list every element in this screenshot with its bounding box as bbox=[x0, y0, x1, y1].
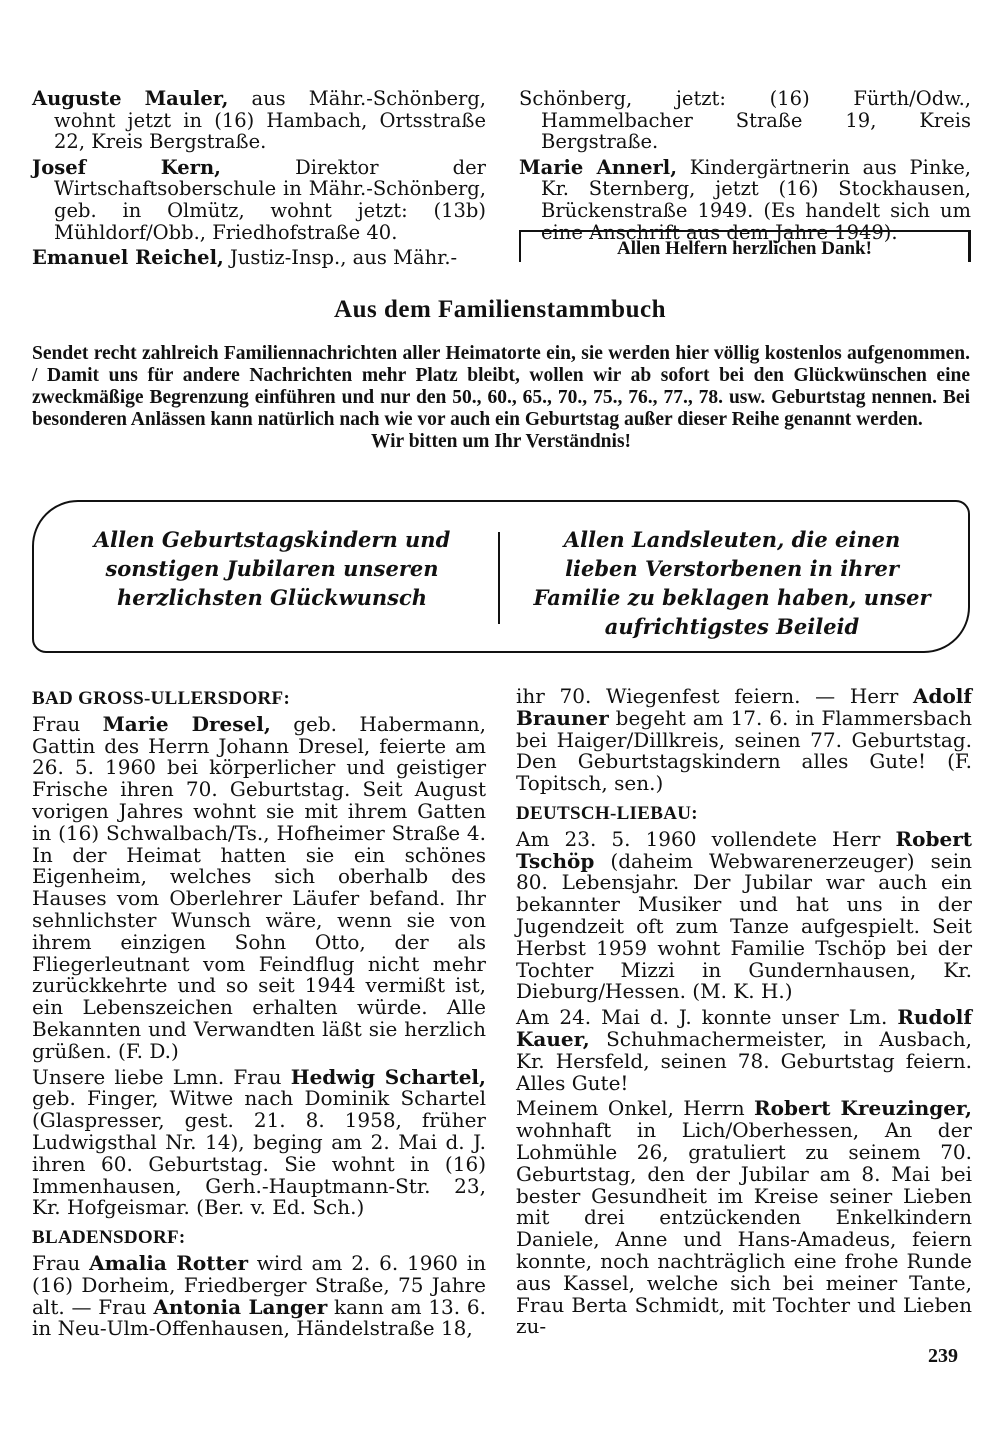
thanks-box: Allen Helfern herzlichen Dank! bbox=[519, 230, 971, 262]
bottom-left-column bbox=[32, 680, 486, 1344]
greeting-frame bbox=[32, 495, 972, 663]
top-left-column bbox=[32, 88, 486, 273]
entry-continuation: Schönberg, jetzt: (16) Fürth/Odw., Hammelbacher Straße 19, Kreis Bergstraße. bbox=[519, 87, 971, 154]
entry-marie-dresel: Frau Marie Dresel, geb. Habermann, Gattin des Herrn Johann Dresel, feierte am 26. 5. 1960 bei körperlicher und geistiger Frische ihren 70. Geburtstag. Seit August vorigen Jahres wohnt sie mit ihrem Gatten in (16) Schwalbach/Ts., Hofheimer Straße 4. In der Heimat hatten sie ein schönes Eigenheim, welches sich oberhalb des Hauses vom Oberlehrer Läufer befand. Ihr sehnlichster Wunsch wäre, wenn sie von ihrem einzigen Sohn Otto, der als Fliegerleutnant vom Feindflug nicht mehr zurückkehrte und so seit 1944 vermißt ist, ein Lebenszeichen erhalten würde. Alle Bekannten und Verwandten läßt sie herzlich grüßen. (F. D.) bbox=[32, 711, 486, 1063]
bottom-right-column bbox=[516, 686, 972, 1342]
section-heading: BLADENSDORF: bbox=[32, 1227, 186, 1249]
section-title: Aus dem Familienstammbuch bbox=[334, 296, 666, 323]
entry-marie-annerl: Marie Annerl, Kindergärtnerin aus Pinke, Kr. Sternberg, jetzt (16) Stockhausen, Brückenstraße 1949. (Es handelt sich um eine Anschrift aus dem Jahre 1949). bbox=[519, 155, 971, 244]
birthday-greeting: Allen Geburtstagskindern und sonstigen Jubilaren unseren herzlichsten Glückwunsch bbox=[93, 527, 451, 610]
page-number: 239 bbox=[928, 1345, 958, 1367]
person-name: Emanuel Reichel, bbox=[32, 246, 224, 270]
entry-hedwig-schartel: Unsere liebe Lmn. Frau Hedwig Schartel, geb. Finger, Witwe nach Dominik Schartel (Glaspresser, gest. 21. 8. 1958, früher Ludwigsthal Nr. 14), beging am 2. Mai d. J. ihren 60. Geburtstag. Sie wohnt in (16) Immenhausen, Gerh.-Hauptmann-Str. 23, Kr. Hofgeismar. (Ber. v. Ed. Sch.) bbox=[32, 1064, 486, 1220]
entry-auguste-mauler: Auguste Mauler, aus Mähr.-Schönberg, wohnt jetzt in (16) Hambach, Ortsstraße 22, Kreis Bergstraße. bbox=[32, 87, 487, 154]
person-name: Marie Annerl, bbox=[519, 155, 677, 179]
frame-divider bbox=[498, 532, 500, 624]
top-right-column bbox=[519, 88, 971, 247]
entry-rudolf-kauer: Am 24. Mai d. J. konnte unser Lm. Rudolf Kauer, Schuhmachermeister, in Ausbach, Kr. Hersfeld, seinen 78. Geburtstag feiern. Alles Gute! bbox=[516, 1005, 972, 1095]
entry-adolf-brauner: ihr 70. Wiegenfest feiern. — Herr Adolf Brauner begeht am 17. 6. in Flammersbach bei Haiger/Dillkreis, seinen 77. Geburtstag. Den Geburtstagskindern alles Gute! (F. Topitsch, sen.) bbox=[516, 684, 972, 796]
condolence-greeting: Allen Landsleuten, die einen lieben Verstorbenen in ihrer Familie zu beklagen haben, unser aufrichtigstes Beileid bbox=[533, 527, 931, 639]
section-heading: DEUTSCH-LIEBAU: bbox=[516, 802, 698, 824]
entry-robert-tschoep: Am 23. 5. 1960 vollendete Herr Robert Tschöp (daheim Webwarenerzeuger) sein 80. Lebensjahr. Der Jubilar war auch ein bekannter Musiker und hat uns in der Jugendzeit oft zum Tanze aufgespielt. Seit Herbst 1959 wohnt Familie Tschöp bei der Tochter Mizzi in Gundernhausen, Kr. Dieburg/Hessen. (M. K. H.) bbox=[516, 826, 972, 1004]
person-name: Robert Kreuzinger, bbox=[754, 1096, 972, 1121]
entry-emanuel-reichel: Emanuel Reichel, Justiz-Insp., aus Mähr.- bbox=[32, 246, 458, 270]
person-name: Antonia Langer bbox=[153, 1294, 328, 1319]
person-name: Hedwig Schartel, bbox=[290, 1064, 486, 1089]
person-name: Marie Dresel, bbox=[102, 711, 271, 736]
entry-josef-kern: Josef Kern, Direktor der Wirtschaftsoberschule in Mähr.-Schönberg, geb. in Olmütz, wohnt jetzt: (13b) Mühldorf/Obb., Friedhofstraße 40. bbox=[32, 155, 487, 244]
intro-paragraph bbox=[32, 343, 970, 453]
intro-closing: Wir bitten um Ihr Verständnis! bbox=[370, 431, 632, 452]
entry-robert-kreuzinger: Meinem Onkel, Herrn Robert Kreuzinger, wohnhaft in Lich/Oberhessen, An der Lohmühle 26, gratuliert zu seinem 70. Geburtstag, den der Jubilar am 8. Mai bei bester Gesundheit im Kreise seiner Lieben mit drei entzückenden Enkelkindern Daniele, Anne und Hans-Amadeus, feiern konnte, noch nachträglich eine frohe Runde aus Kassel, welche sich bei meiner Tante, Frau Berta Schmidt, mit Tochter und Lieben zu- bbox=[516, 1096, 972, 1339]
person-name: Josef Kern, bbox=[32, 155, 221, 179]
person-name: Mauler, bbox=[144, 87, 229, 110]
section-heading: BAD GROSS-ULLERSDORF: bbox=[32, 688, 291, 709]
person-name: Robert Tschöp bbox=[516, 826, 972, 873]
person-first-name: Auguste bbox=[32, 87, 122, 110]
intro-text: Sendet recht zahlreich Familiennachrichten aller Heimatorte ein, sie werden hier völlig kostenlos aufgenommen. / Damit uns für andere Nachrichten mehr Platz bleibt, wollen wir ab sofort bei den Glückwünschen eine zweckmäßige Begrenzung einführen und nur den 50., 60., 65., 70., 75., 76., 77., 78. usw. Geburtstag nennen. Bei besonderen Anlässen kann natürlich nach wie vor auch ein Geburtstag außer dieser Reihe genannt werden. bbox=[32, 343, 970, 430]
person-name: Rudolf Kauer, bbox=[516, 1005, 972, 1051]
entry-amalia-rotter: Frau Amalia Rotter wird am 2. 6. 1960 in (16) Dorheim, Friedberger Straße, 75 Jahre alt. — Frau Antonia Langer kann am 13. 6. in Neu-Ulm-Offenhausen, Händelstraße 18, bbox=[32, 1250, 486, 1341]
person-name: Amalia Rotter bbox=[89, 1250, 248, 1275]
person-name: Adolf Brauner bbox=[516, 684, 972, 730]
